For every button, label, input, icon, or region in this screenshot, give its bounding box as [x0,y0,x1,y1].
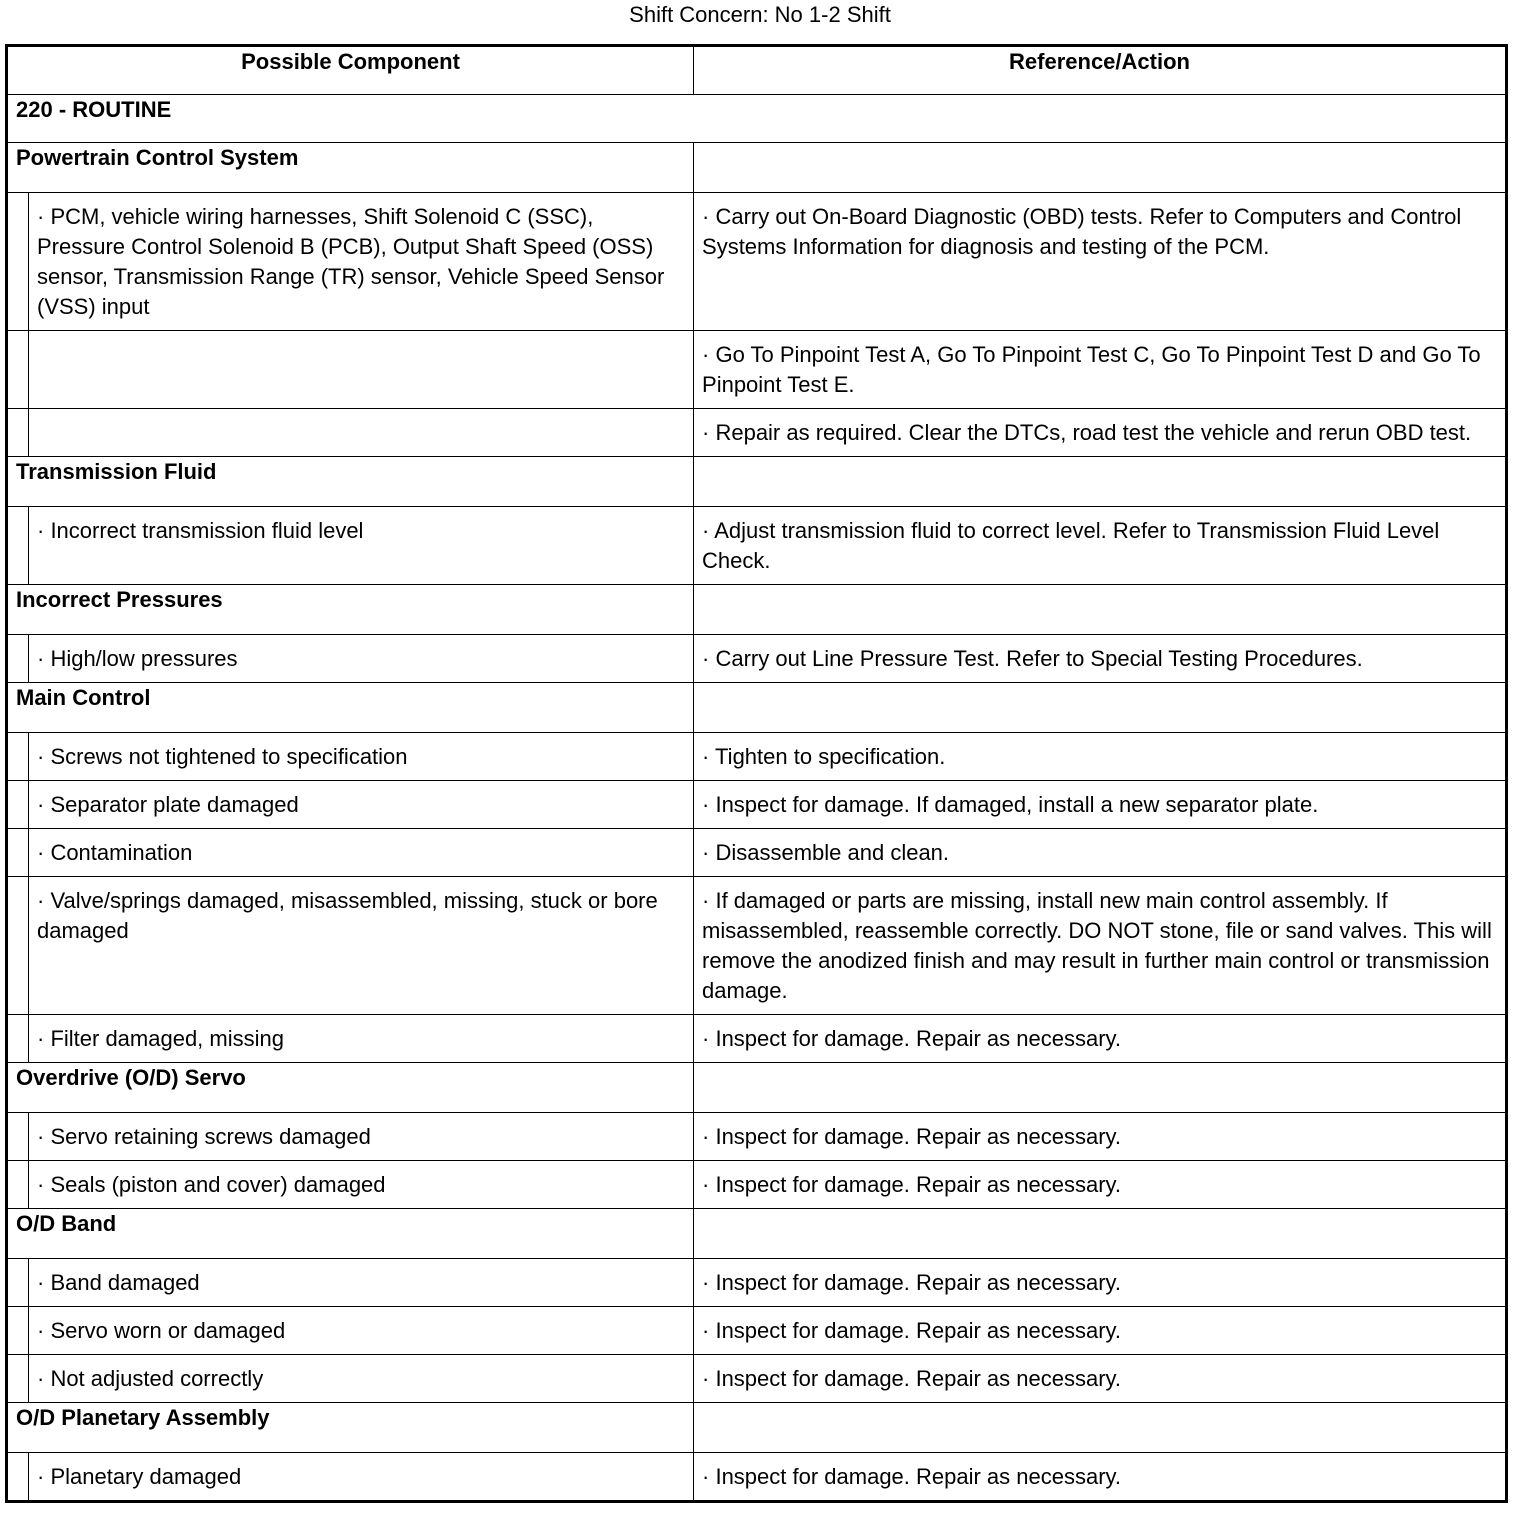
section-title: O/D Planetary Assembly [7,1403,694,1453]
component-cell [29,409,694,457]
table-row [7,781,1507,829]
indent-cell [7,1453,29,1502]
indent-cell [7,1113,29,1161]
action-cell: · Repair as required. Clear the DTCs, road test the vehicle and rerun OBD test. [694,409,1507,457]
action-cell: · Inspect for damage. Repair as necessary. [694,1453,1507,1502]
indent-cell [7,733,29,781]
indent-cell [7,781,29,829]
routine-label: 220 - ROUTINE [7,95,1507,143]
header-component: Possible Component [7,46,694,95]
component-cell: · Filter damaged, missing [29,1015,694,1063]
section-row [7,683,1507,733]
component-cell: · Contamination [29,829,694,877]
component-cell: · Incorrect transmission fluid level [29,507,694,585]
indent-cell [7,1355,29,1403]
action-cell: · If damaged or parts are missing, install new main control assembly. If misassembled, reassemble correctly. DO NOT stone, file or sand valves. This will remove the anodized finish and may result in further main control or transmission damage. [694,877,1507,1015]
action-cell: · Disassemble and clean. [694,829,1507,877]
section-action-empty [694,457,1507,507]
action-cell: · Inspect for damage. Repair as necessary. [694,1015,1507,1063]
action-cell: · Inspect for damage. Repair as necessary. [694,1259,1507,1307]
component-cell [29,331,694,409]
table-row [7,1259,1507,1307]
action-cell: · Inspect for damage. If damaged, install a new separator plate. [694,781,1507,829]
table-row [7,1355,1507,1403]
header-row [7,46,1507,95]
indent-cell [7,1307,29,1355]
table-row [7,1113,1507,1161]
section-action-empty [694,585,1507,635]
section-title: Main Control [7,683,694,733]
action-cell: · Inspect for damage. Repair as necessary. [694,1355,1507,1403]
component-cell: · Valve/springs damaged, misassembled, missing, stuck or bore damaged [29,877,694,1015]
action-cell: · Inspect for damage. Repair as necessary. [694,1113,1507,1161]
component-cell: · Servo worn or damaged [29,1307,694,1355]
component-cell: · Screws not tightened to specification [29,733,694,781]
component-cell: · High/low pressures [29,635,694,683]
section-title: Incorrect Pressures [7,585,694,635]
section-action-empty [694,1209,1507,1259]
section-row [7,1063,1507,1113]
section-title: O/D Band [7,1209,694,1259]
table-row [7,1453,1507,1502]
indent-cell [7,507,29,585]
table-row [7,409,1507,457]
table-row [7,877,1507,1015]
component-cell: · Not adjusted correctly [29,1355,694,1403]
table-row [7,193,1507,331]
section-action-empty [694,143,1507,193]
action-cell: · Adjust transmission fluid to correct level. Refer to Transmission Fluid Level Check. [694,507,1507,585]
section-title: Transmission Fluid [7,457,694,507]
section-action-empty [694,1403,1507,1453]
table-row [7,635,1507,683]
section-action-empty [694,683,1507,733]
component-cell: · Seals (piston and cover) damaged [29,1161,694,1209]
section-action-empty [694,1063,1507,1113]
section-row [7,1209,1507,1259]
section-title: Overdrive (O/D) Servo [7,1063,694,1113]
table-row [7,733,1507,781]
table-row [7,507,1507,585]
component-cell: · Planetary damaged [29,1453,694,1502]
table-row [7,1307,1507,1355]
indent-cell [7,635,29,683]
table-row [7,331,1507,409]
section-row [7,143,1507,193]
section-row [7,1403,1507,1453]
page-title: Shift Concern: No 1-2 Shift [629,2,891,27]
table-row [7,1015,1507,1063]
section-title: Powertrain Control System [7,143,694,193]
section-row [7,585,1507,635]
section-row [7,457,1507,507]
component-cell: · Servo retaining screws damaged [29,1113,694,1161]
indent-cell [7,409,29,457]
diagnostic-table [5,44,1508,1503]
action-cell: · Carry out Line Pressure Test. Refer to Special Testing Procedures. [694,635,1507,683]
table-row [7,1161,1507,1209]
routine-row [7,95,1507,143]
header-action: Reference/Action [694,46,1507,95]
action-cell: · Inspect for damage. Repair as necessary. [694,1307,1507,1355]
action-cell: · Go To Pinpoint Test A, Go To Pinpoint Test C, Go To Pinpoint Test D and Go To Pinpoint Test E. [694,331,1507,409]
action-cell: · Carry out On-Board Diagnostic (OBD) tests. Refer to Computers and Control Systems Information for diagnosis and testing of the PCM. [694,193,1507,331]
action-cell: · Inspect for damage. Repair as necessary. [694,1161,1507,1209]
action-cell: · Tighten to specification. [694,733,1507,781]
table-row [7,829,1507,877]
indent-cell [7,829,29,877]
component-cell: · Band damaged [29,1259,694,1307]
indent-cell [7,193,29,331]
indent-cell [7,1161,29,1209]
indent-cell [7,331,29,409]
component-cell: · Separator plate damaged [29,781,694,829]
indent-cell [7,1015,29,1063]
component-cell: · PCM, vehicle wiring harnesses, Shift Solenoid C (SSC), Pressure Control Solenoid B (PCB), Output Shaft Speed (OSS) sensor, Transmission Range (TR) sensor, Vehicle Speed Sensor (VSS) input [29,193,694,331]
indent-cell [7,1259,29,1307]
indent-cell [7,877,29,1015]
